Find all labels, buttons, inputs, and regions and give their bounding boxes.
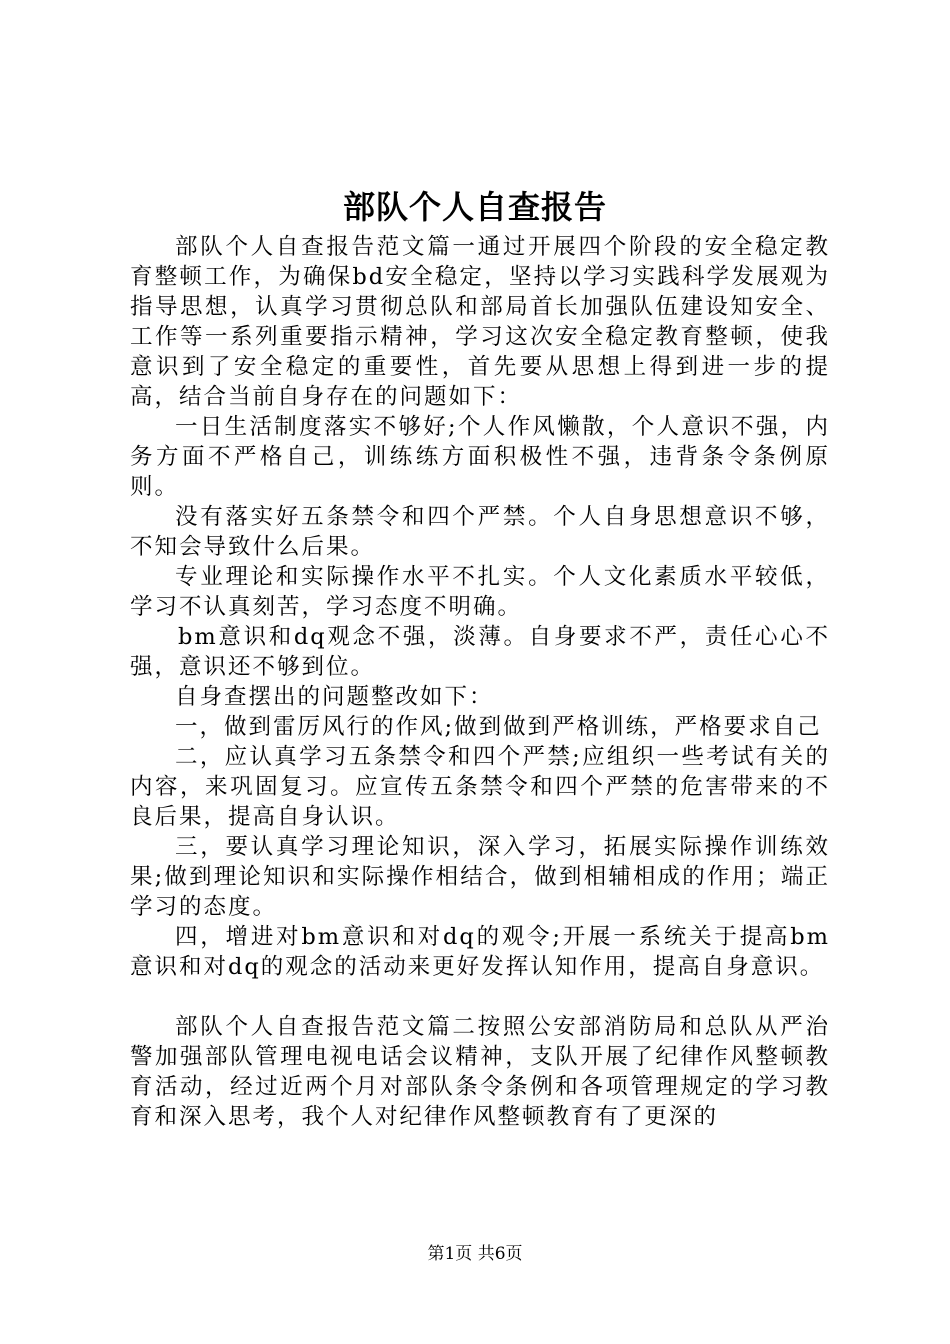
- paragraph-rectification-3: 三，要认真学习理论知识，深入学习，拓展实际操作训练效果;做到理论知识和实际操作相结合，做到相辅相成的作用；端正学习的态度。: [130, 834, 830, 920]
- paragraph-problem-4: bm意识和dq观念不强，淡薄。自身要求不严，责任心心不强，意识还不够到位。: [130, 624, 830, 680]
- paragraph-intro: 部队个人自查报告范文篇一通过开展四个阶段的安全稳定教育整顿工作，为确保bd安全稳定，坚持以学习实践科学发展观为指导思想，认真学习贯彻总队和部局首长加强队伍建设知安全、工作等一系列重要指示精神，学习这次安全稳定教育整顿，使我意识到了安全稳定的重要性，首先要从思想上得到进一步的提高，结合当前自身存在的问题如下：: [130, 234, 830, 410]
- paragraph-gap: [130, 982, 830, 1012]
- page-number: 第1页 共6页: [427, 1244, 523, 1264]
- paragraph-rectification-heading: 自身查摆出的问题整改如下：: [175, 684, 494, 710]
- document-body: [130, 232, 830, 1132]
- paragraph-rectification-1: 一，做到雷厉风行的作风;做到做到严格训练，严格要求自己: [175, 714, 822, 740]
- page-title: 部队个人自查报告: [342, 188, 607, 226]
- paragraph-rectification-4: 四，增进对bm意识和对dq的观令;开展一系统关于提高bm意识和对dq的观念的活动来更好发挥认知作用，提高自身意识。: [130, 924, 830, 980]
- paragraph-problem-1: 一日生活制度落实不够好;个人作风懒散，个人意识不强，内务方面不严格自己，训练练方面积极性不强，违背条令条例原则。: [130, 414, 830, 500]
- paragraph-rectification-2: 二，应认真学习五条禁令和四个严禁;应组织一些考试有关的内容，来巩固复习。应宣传五条禁令和四个严禁的危害带来的不良后果，提高自身认识。: [130, 744, 830, 830]
- paragraph-problem-3: 专业理论和实际操作水平不扎实。个人文化素质水平较低，学习不认真刻苦，学习态度不明确。: [130, 564, 830, 620]
- paragraph-sample-two: 部队个人自查报告范文篇二按照公安部消防局和总队从严治警加强部队管理电视电话会议精神，支队开展了纪律作风整顿教育活动，经过近两个月对部队条令条例和各项管理规定的学习教育和深入思考，我个人对纪律作风整顿教育有了更深的: [130, 1014, 830, 1130]
- paragraph-problem-2: 没有落实好五条禁令和四个严禁。个人自身思想意识不够，不知会导致什么后果。: [130, 504, 830, 560]
